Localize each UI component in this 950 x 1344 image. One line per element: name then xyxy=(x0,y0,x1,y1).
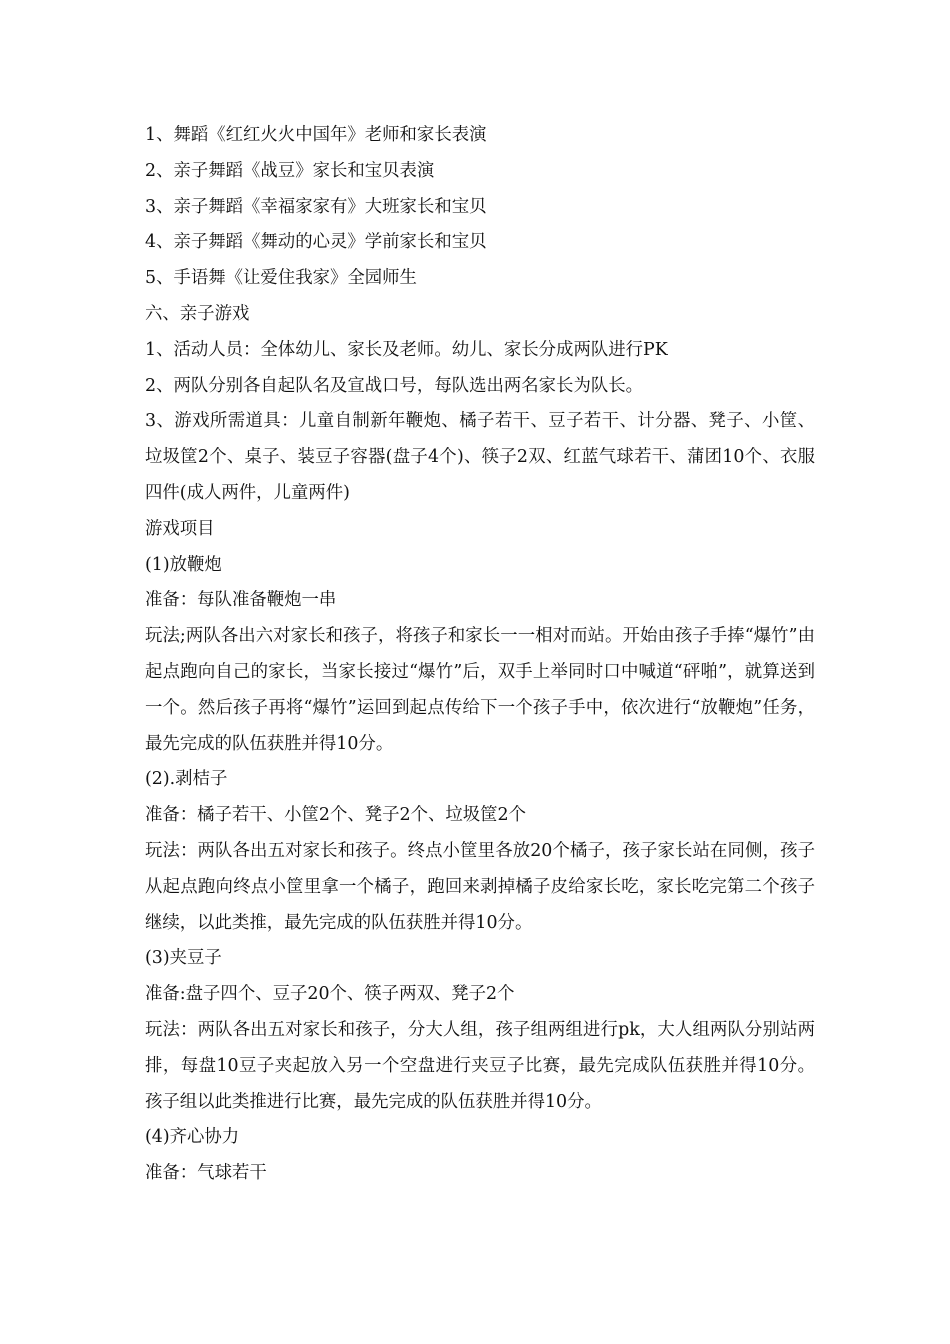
game2-play: 玩法：两队各出五对家长和孩子。终点小筐里各放20个橘子，孩子家长站在同侧，孩子从起点跑向终点小筐里拿一个橘子，跑回来剥掉橘子皮给家长吃，家长吃完第二个孩子继续，以此类推，最先完成的队伍获胜并得10分。 xyxy=(145,840,815,933)
participants-paragraph: 1、活动人员：全体幼儿、家长及老师。幼儿、家长分成两队进行PK xyxy=(145,339,668,360)
program-item-4: 4、亲子舞蹈《舞动的心灵》学前家长和宝贝 xyxy=(145,232,487,253)
props-paragraph: 3、游戏所需道具：儿童自制新年鞭炮、橘子若干、豆子若干、计分器、凳子、小筐、垃圾筐2个、桌子、装豆子容器(盘子4个)、筷子2双、红蓝气球若干、蒲团10个、衣服四件(成人两件，儿童两件) xyxy=(145,411,815,503)
games-heading: 游戏项目 xyxy=(145,518,215,539)
document-page xyxy=(145,118,815,1192)
game1-play: 玩法;两队各出六对家长和孩子，将孩子和家长一一相对而站。开始由孩子手捧“爆竹”由起点跑向自己的家长，当家长接过“爆竹”后，双手上举同时口中喊道“砰啪”，就算送到一个。然后孩子再将“爆竹”运回到起点传给下一个孩子手中，依次进行“放鞭炮”任务，最先完成的队伍获胜并得10分。 xyxy=(145,626,815,754)
game3-play: 玩法：两队各出五对家长和孩子，分大人组，孩子组两组进行pk，大人组两队分别站两排，每盘10豆子夹起放入另一个空盘进行夹豆子比赛，最先完成队伍获胜并得10分。孩子组以此类推进行比赛，最先完成的队伍获胜并得10分。 xyxy=(145,1019,815,1112)
program-item-5: 5、手语舞《让爱住我家》全园师生 xyxy=(145,268,417,289)
program-item-3: 3、亲子舞蹈《幸福家家有》大班家长和宝贝 xyxy=(145,196,487,217)
program-item-2: 2、亲子舞蹈《战豆》家长和宝贝表演 xyxy=(145,160,435,181)
program-item-1: 1、舞蹈《红红火火中国年》老师和家长表演 xyxy=(145,125,487,145)
section-heading-parent-child-games: 六、亲子游戏 xyxy=(145,303,250,324)
game1-prep: 准备：每队准备鞭炮一串 xyxy=(145,590,337,611)
game2-prep: 准备：橘子若干、小筐2个、凳子2个、垃圾筐2个 xyxy=(145,805,527,826)
game4-prep: 准备：气球若干 xyxy=(145,1163,267,1184)
game1-title: (1)放鞭炮 xyxy=(145,554,222,575)
team-names-paragraph: 2、两队分别各自起队名及宣战口号，每队选出两名家长为队长。 xyxy=(145,375,644,396)
game2-title: (2).剥桔子 xyxy=(145,769,228,790)
game3-prep: 准备:盘子四个、豆子20个、筷子两双、凳子2个 xyxy=(145,984,515,1005)
game4-title: (4)齐心协力 xyxy=(145,1127,240,1148)
game3-title: (3)夹豆子 xyxy=(145,948,222,969)
